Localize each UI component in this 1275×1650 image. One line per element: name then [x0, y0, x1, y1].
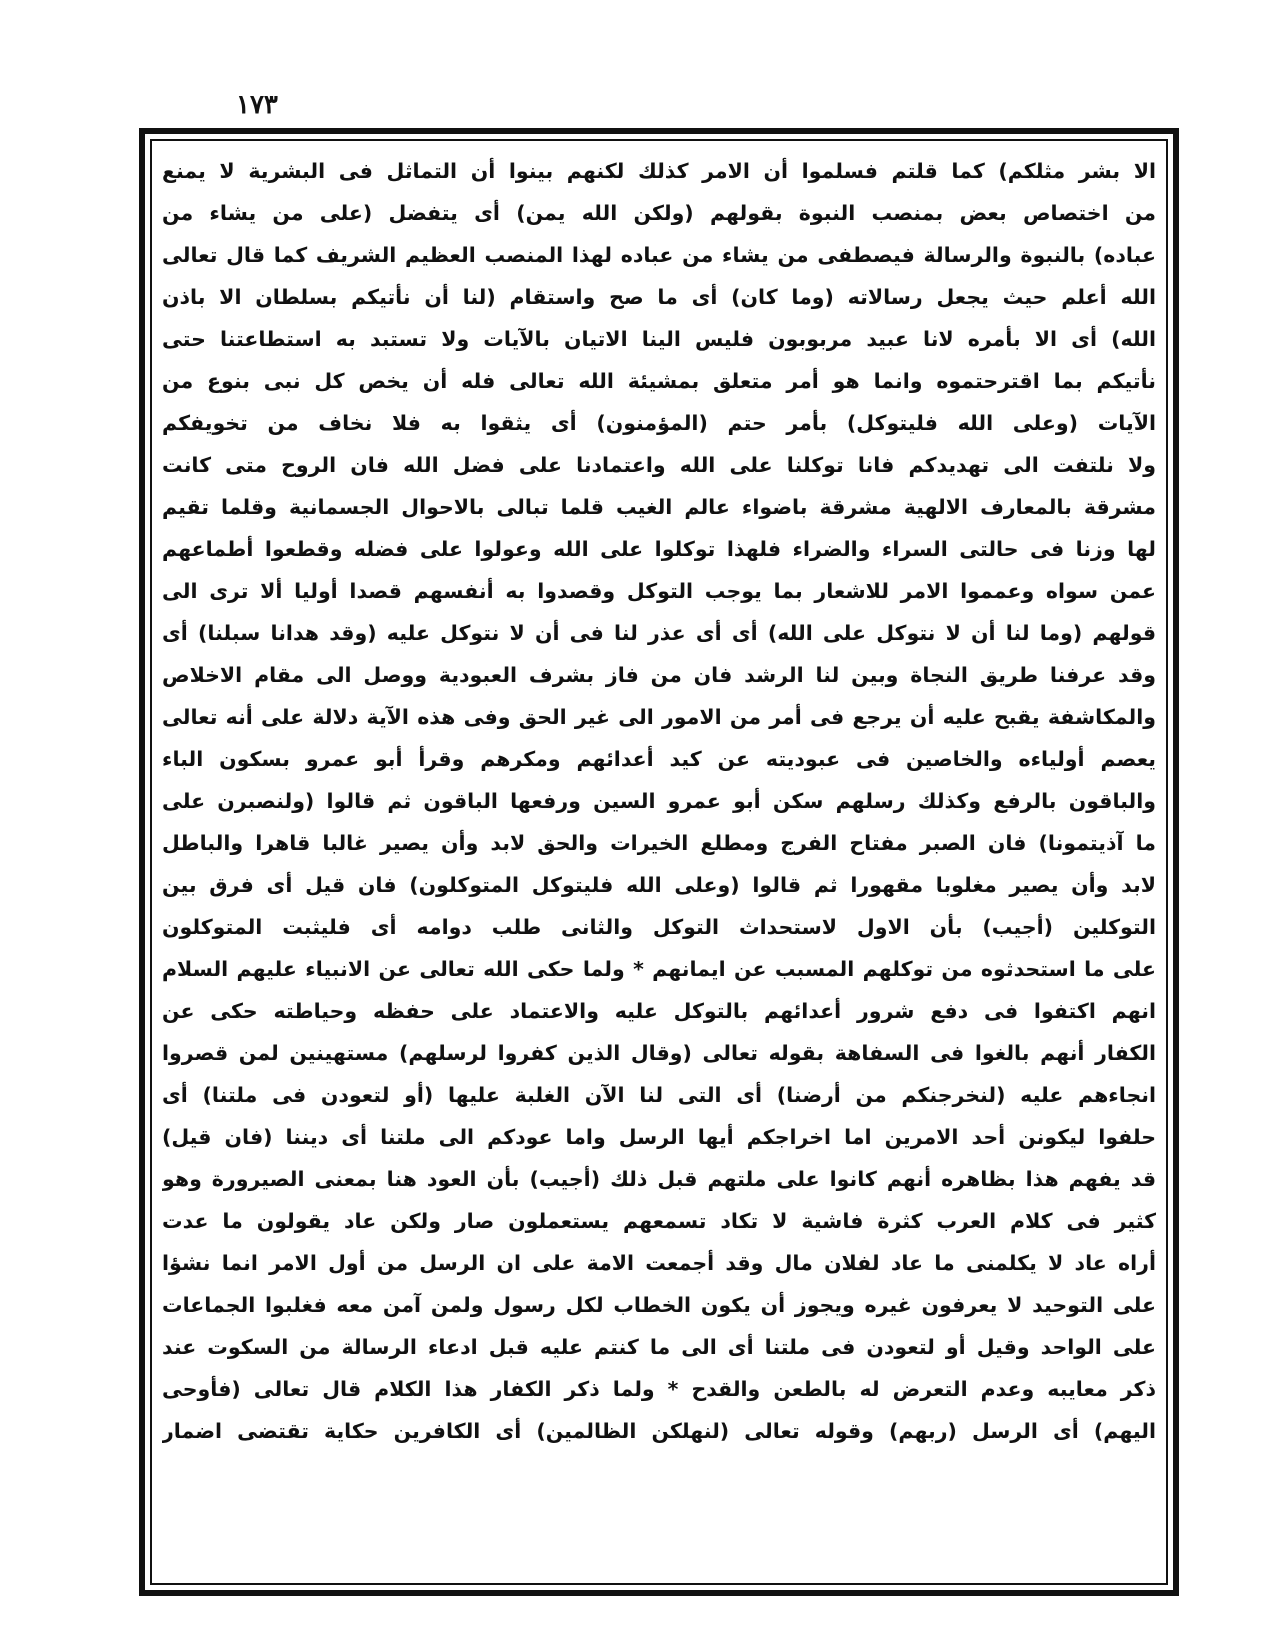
text-line: على التوحيد لا يعرفون غيره ويجوز أن يكون الخطاب لكل رسول ولمن آمن معه فغلبوا الجماعات [162, 1293, 1156, 1317]
arabic-text-body [162, 150, 1156, 1578]
text-line: من اختصاص بعض بمنصب النبوة بقولهم (ولكن الله يمن) أى يتفضل (على من يشاء من [162, 201, 1156, 225]
text-line: الكفار أنهم بالغوا فى السفاهة بقوله تعالى (وقال الذين كفروا لرسلهم) مستهينين لمن قصروا [162, 1041, 1156, 1065]
text-line: قولهم (وما لنا أن لا نتوكل على الله) أى أى عذر لنا فى أن لا نتوكل عليه (وقد هدانا سبلنا) أى [162, 621, 1156, 645]
text-line: وقد عرفنا طريق النجاة وبين لنا الرشد فان من فاز بشرف العبودية ووصل الى مقام الاخلاص [162, 663, 1156, 687]
text-line: والباقون بالرفع وكذلك رسلهم سكن أبو عمرو السين ورفعها الباقون ثم قالوا (ولنصبرن على [162, 789, 1156, 813]
text-line: على الواحد وقيل أو لتعودن فى ملتنا أى الى ما كنتم عليه قبل ادعاء الرسالة من السكوت عند [162, 1335, 1156, 1359]
text-line: انهم اكتفوا فى دفع شرور أعدائهم بالتوكل عليه والاعتماد على حفظه وحياطته حكى عن [162, 999, 1156, 1023]
text-line: والمكاشفة يقبح عليه أن يرجع فى أمر من الامور الى غير الحق وفى هذه الآية دلالة على أنه تعالى [162, 705, 1156, 729]
text-line: الا بشر مثلكم) كما قلتم فسلموا أن الامر كذلك لكنهم بينوا أن التماثل فى البشرية لا يمنع [162, 159, 1156, 183]
text-line: لها وزنا فى حالتى السراء والضراء فلهذا توكلوا على الله وعولوا على فضله وقطعوا أطماعهم [162, 537, 1156, 561]
text-line: ما آذيتمونا) فان الصبر مفتاح الفرج ومطلع الخيرات والحق لابد وأن يصير غالبا قاهرا والباطل [162, 831, 1156, 855]
text-line: قد يفهم هذا بظاهره أنهم كانوا على ملتهم قبل ذلك (أجيب) بأن العود هنا بمعنى الصيرورة وهو [162, 1167, 1156, 1191]
text-line: عمن سواه وعمموا الامر للاشعار بما يوجب التوكل وقصدوا به أنفسهم قصدا أوليا ألا ترى الى [162, 579, 1156, 603]
text-line: كثير فى كلام العرب كثرة فاشية لا تكاد تسمعهم يستعملون صار ولكن عاد يقولون ما عدت [162, 1209, 1156, 1233]
text-line: الآيات (وعلى الله فليتوكل) بأمر حتم (المؤمنون) أى يثقوا به فلا نخاف من تخويفكم [162, 411, 1156, 435]
text-line: الله أعلم حيث يجعل رسالاته (وما كان) أى ما صح واستقام (لنا أن نأتيكم بسلطان الا باذن [162, 285, 1156, 309]
text-line: على ما استحدثوه من توكلهم المسبب عن ايمانهم * ولما حكى الله تعالى عن الانبياء عليهم السلام [162, 957, 1156, 981]
text-line: عباده) بالنبوة والرسالة فيصطفى من يشاء من عباده لهذا المنصب العظيم الشريف كما قال تعالى [162, 243, 1156, 267]
text-line: أراه عاد لا يكلمنى ما عاد لفلان مال وقد أجمعت الامة على ان الرسل من أول الامر انما نشؤا [162, 1251, 1156, 1275]
text-line: حلفوا ليكونن أحد الامرين اما اخراجكم أيها الرسل واما عودكم الى ملتنا أى ديننا (فان قيل) [162, 1125, 1156, 1149]
text-line: الله) أى الا بأمره لانا عبيد مربوبون فليس الينا الاتيان بالآيات ولا تستبد به استطاعتنا حتى [162, 327, 1156, 351]
text-line: نأتيكم بما اقترحتموه وانما هو أمر متعلق بمشيئة الله تعالى فله أن يخص كل نبى بنوع من [162, 369, 1156, 393]
text-line: ولا نلتفت الى تهديدكم فانا توكلنا على الله واعتمادنا على فضل الله فان الروح متى كانت [162, 453, 1156, 477]
text-line: لابد وأن يصير مغلوبا مقهورا ثم قالوا (وعلى الله فليتوكل المتوكلون) فان قيل أى فرق بين [162, 873, 1156, 897]
text-line: التوكلين (أجيب) بأن الاول لاستحداث التوكل والثانى طلب دوامه أى فليثبت المتوكلون [162, 915, 1156, 939]
text-line: مشرقة بالمعارف الالهية مشرقة باضواء عالم الغيب قلما تبالى بالاحوال الجسمانية وقلما تقيم [162, 495, 1156, 519]
text-line: يعصم أولياءه والخاصين فى عبوديته عن كيد أعدائهم ومكرهم وقرأ أبو عمرو بسكون الباء [162, 747, 1156, 771]
text-line: اليهم) أى الرسل (ربهم) وقوله تعالى (لنهلكن الظالمين) أى الكافرين حكاية تقتضى اضمار [162, 1419, 1156, 1443]
text-line: ذكر معايبه وعدم التعرض له بالطعن والقدح * ولما ذكر الكفار هذا الكلام قال تعالى (فأوحى [162, 1377, 1156, 1401]
text-line: انجاءهم عليه (لنخرجنكم من أرضنا) أى التى لنا الآن الغلبة عليها (أو لتعودن فى ملتنا) أى [162, 1083, 1156, 1107]
page-number: ١٧٣ [236, 90, 278, 120]
